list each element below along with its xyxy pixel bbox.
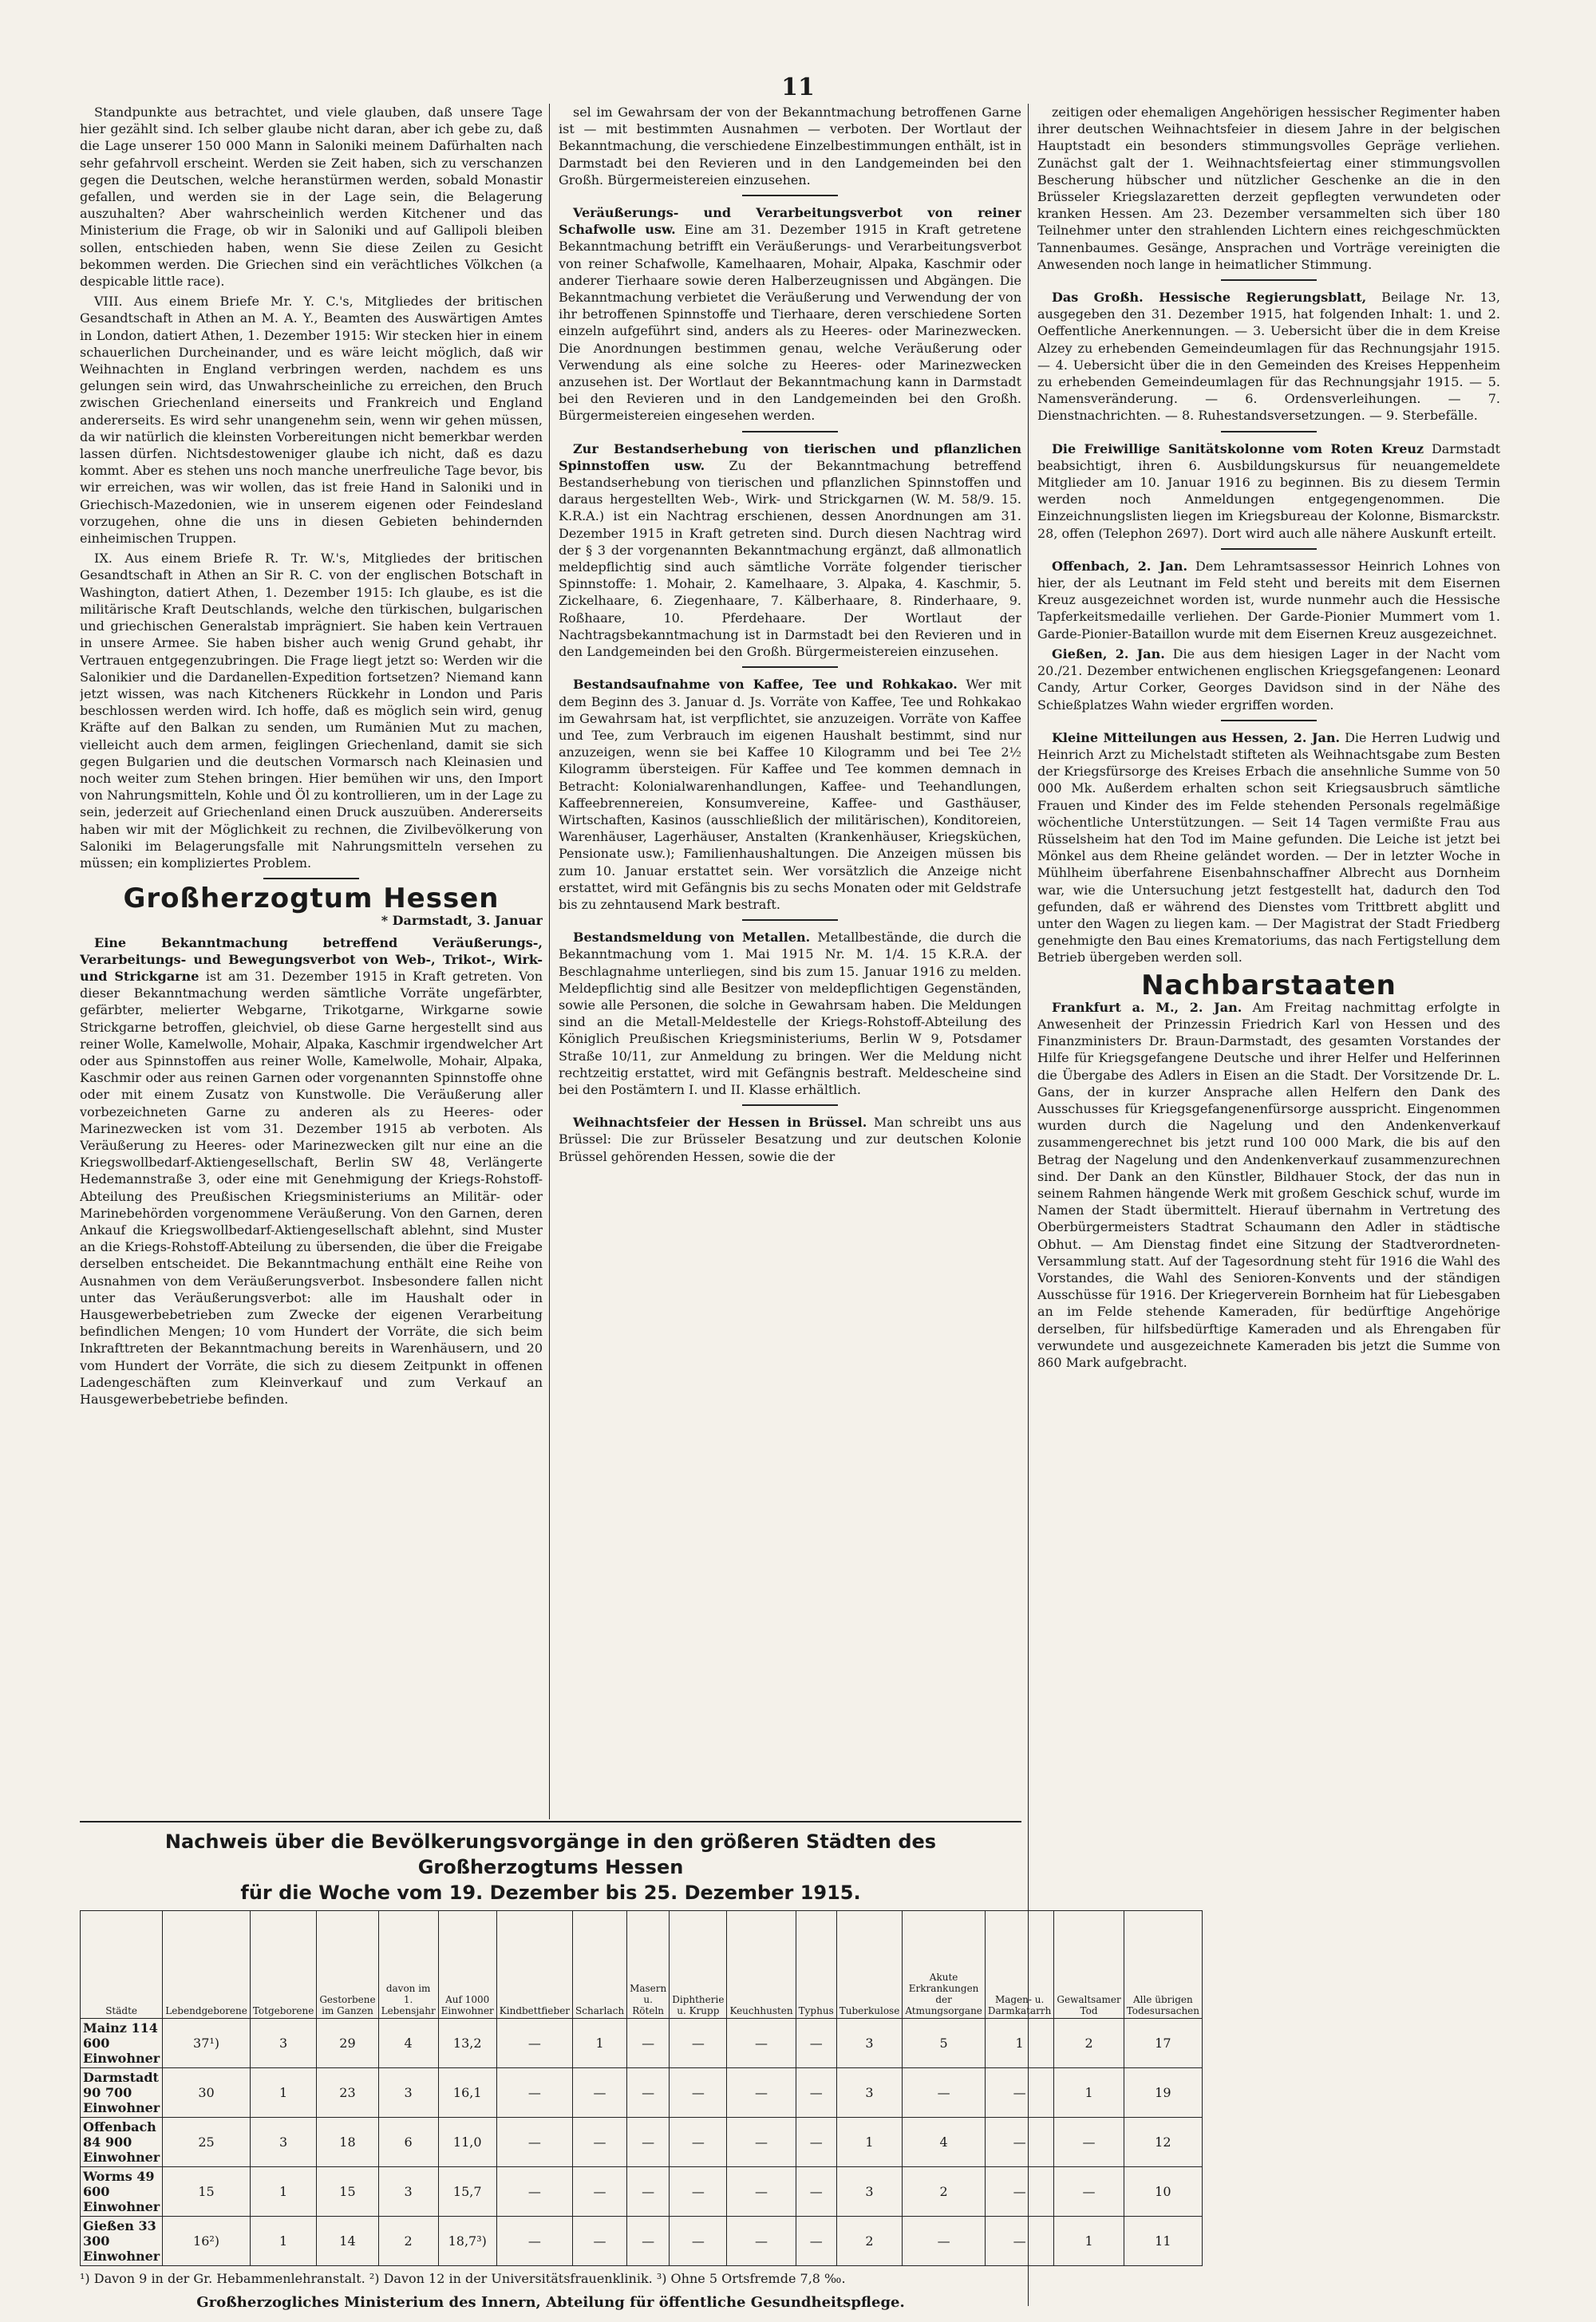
table-cell: —	[796, 2118, 836, 2167]
table-cell: —	[727, 2068, 796, 2118]
article-headline: Kleine Mitteilungen aus Hessen, 2. Jan.	[1052, 729, 1341, 745]
table-cell: 37¹)	[163, 2019, 251, 2068]
article-body: Die Herren Ludwig und Heinrich Arzt zu Michelstadt stifteten als Weihnachtsgabe zum Besten der Kriegsfürsorge des Kreises Erbach die ansehnliche Summe von 50 000 Mk. Außerdem erhalten schon seit Kriegsausbruch sämtliche Frauen und Kinder des im Felde stehenden Personals regelmäßige wöchentliche Unterstützungen. — Seit 14 Tagen vermißte Frau aus Rüsselsheim hat den Tod im Maine gefunden. Die Leiche ist jetzt bei Mönkel aus dem Rheine geländet worden. — Der in letzter Woche in Mühlheim überfahrene Eisenbahnschaffner Albrecht aus Dornheim war, wie die Untersuchung jetzt festgestellt hat, dadurch den Tod gefunden, daß er während des Dienstes vom Trittbrett abglitt und unter den Wagen zu liegen kam. — Der Magistrat der Stadt Friedberg genehmigte den Bau eines Krematoriums, das nach Fertigstellung dem Betrieb übergeben werden soll.	[1037, 729, 1500, 966]
table-cell: 3	[250, 2019, 316, 2068]
column-header: Masern u. Röteln	[627, 1911, 670, 2019]
table-cell: —	[627, 2167, 670, 2217]
table-cell: —	[573, 2167, 627, 2217]
table-cell: 23	[317, 2068, 378, 2118]
table-cell: —	[903, 2068, 986, 2118]
table-cell: —	[627, 2118, 670, 2167]
column-header: Gestorbene im Ganzen	[317, 1911, 378, 2019]
table-cell: 1	[250, 2167, 316, 2217]
article-headline: Bestandsmeldung von Metallen.	[573, 930, 811, 946]
table-cell: Gießen 33 300 Einwohner	[81, 2217, 163, 2266]
table-cell: —	[670, 2167, 727, 2217]
table-cell: —	[985, 2217, 1054, 2266]
separator	[742, 1104, 838, 1106]
column-header: Tuberkulose	[836, 1911, 903, 2019]
table-cell: 29	[317, 2019, 378, 2068]
column-header: Typhus	[796, 1911, 836, 2019]
table-cell: —	[727, 2167, 796, 2217]
table-title: Nachweis über die Bevölkerungsvorgänge in den größeren Städten des Großherzogtums Hessen	[164, 1830, 937, 1878]
table-cell: 13,2	[438, 2019, 496, 2068]
table-footnotes: ¹) Davon 9 in der Gr. Hebammenlehranstalt. ²) Davon 12 in der Universitätsfrauenklinik. ³) Ohne 5 Ortsfremde 7,8 ‰.	[80, 2271, 846, 2286]
table-subtitle: für die Woche vom 19. Dezember bis 25. Dezember 1915.	[240, 1882, 861, 1904]
article-headline: Weihnachtsfeier der Hessen in Brüssel.	[573, 1115, 867, 1131]
table-cell: —	[496, 2118, 572, 2167]
separator	[1221, 720, 1317, 721]
paragraph: sel im Gewahrsam der von der Bekanntmachung betroffenen Garne ist — mit bestimmten Ausnahmen — verboten. Der Wortlaut der Bekanntmachung, die verschiedene Einzelbestimmungen enthält, ist in Darmstadt bei den Revieren und in den Landgemeinden bei den Großh. Bürgermeistereien einzusehen.	[559, 105, 1021, 188]
article-headline: Das Großh. Hessische Regierungsblatt,	[1052, 290, 1367, 306]
column-header: Totgeborene	[250, 1911, 316, 2019]
table-cell: —	[496, 2167, 572, 2217]
table-cell: 19	[1124, 2068, 1202, 2118]
article-body: Wer mit dem Beginn des 3. Januar d. Js. Vorräte von Kaffee, Tee und Rohkakao im Gewahrsam hat, ist verpflichtet, sie anzuzeigen. Vorräte von Kaffee und Tee, zum Verbrauch im eigenen Haushalt bestimmt, sind nur anzuzeigen, wenn sie bei Kaffee 10 Kilogramm und bei Tee 2½ Kilogramm übersteigen. Für Kaffee und Tee kommen demnach in Betracht: Kolonialwarenhandlungen, Kaffee- und Teehandlungen, Kaffeebrennereien, Konsumvereine, Kaffee- und Gasthäuser, Wirtschaften, Kasinos (ausschließlich der militärischen), Konditoreien, Warenhäuser, Lagerhäuser, Anstalten (Krankenhäuser, Kriegsküchen, Pensionate usw.); Familienhaushaltungen. Die Anzeigen müssen bis zum 10. Januar erstattet sein. Wer vorsätzlich die Anzeige nicht erstattet, wird mit Gefängnis bis zu sechs Monaten oder mit Geldstrafe bis zu zehntausend Mark bestraft.	[559, 677, 1021, 912]
table-cell: 15	[163, 2167, 251, 2217]
article-headline: Veräußerungs- und Verarbeitungsverbot von reiner Schafwolle usw.	[559, 205, 1021, 238]
table-row	[81, 2068, 1203, 2118]
table-cell: —	[727, 2217, 796, 2266]
article-headline: Eine Bekanntmachung betreffend Veräußerungs-, Verarbeitungs- und Bewegungsverbot von Web-, Trikot-, Wirk- und Strickgarne	[80, 934, 543, 984]
separator	[742, 195, 838, 196]
article-headline: Offenbach, 2. Jan.	[1052, 558, 1188, 574]
paragraph: Standpunkte aus betrachtet, und viele glauben, daß unsere Tage hier gezählt sind. Ich selber glaube nicht daran, aber ich gebe zu, daß die Lage unserer 150 000 Mann in Saloniki meinem Dafürhalten nach sehr gefahrvoll erscheint. Werden sie Zeit haben, sich zu verschanzen gegen die Deutschen, welche heranstürmen werden, sobald Monastir gefallen, und werden sie in der Lage sein, die Belagerung auszuhalten? Aber wahrscheinlich werden Kitchener und das Ministerium die Frage, ob wir in Saloniki und auf Gallipoli bleiben sollen, entschieden haben, wenn Sie diese Zeilen zu Gesicht bekommen werden. Die Griechen sind ein verächtliches Völkchen (a despicable little race).	[80, 105, 543, 290]
table-cell: 2	[836, 2217, 903, 2266]
table-row	[81, 2217, 1203, 2266]
table-cell: —	[670, 2019, 727, 2068]
table-cell: —	[670, 2068, 727, 2118]
table-cell: —	[985, 2068, 1054, 2118]
page-number: 11	[781, 73, 815, 101]
section-title-hessen: Großherzogtum Hessen	[123, 883, 500, 915]
table-cell: —	[573, 2217, 627, 2266]
table-cell: Darmstadt 90 700 Einwohner	[81, 2068, 163, 2118]
separator	[742, 666, 838, 668]
table-cell: —	[573, 2068, 627, 2118]
article-headline: Zur Bestandserhebung von tierischen und pflanzlichen Spinnstoffen usw.	[559, 440, 1021, 473]
separator	[263, 878, 359, 879]
table-cell: 2	[378, 2217, 438, 2266]
table-cell: 30	[163, 2068, 251, 2118]
table-cell: 11	[1124, 2217, 1202, 2266]
column-divider	[549, 104, 550, 1819]
population-statistics	[80, 1829, 1199, 2311]
table-cell: —	[1054, 2118, 1124, 2167]
table-cell: —	[796, 2217, 836, 2266]
table-top-rule	[80, 1821, 1021, 1822]
table-cell: 5	[903, 2019, 986, 2068]
column-header: Lebendgeborene	[163, 1911, 251, 2019]
article-body: Man schreibt uns aus Brüssel: Die zur Brüsseler Besatzung und zur deutschen Kolonie Brüssel gehörenden Hessen, sowie die der	[559, 1115, 1021, 1164]
table-cell: 18,7³)	[438, 2217, 496, 2266]
table-cell: —	[627, 2019, 670, 2068]
table-cell: —	[496, 2068, 572, 2118]
column-header: Scharlach	[573, 1911, 627, 2019]
table-cell: 2	[903, 2167, 986, 2217]
table-cell: —	[985, 2167, 1054, 2217]
table-cell: —	[496, 2217, 572, 2266]
table-cell: 1	[985, 2019, 1054, 2068]
table-cell: 10	[1124, 2167, 1202, 2217]
table-row	[81, 2019, 1203, 2068]
table-cell: Worms 49 600 Einwohner	[81, 2167, 163, 2217]
table-cell: 1	[573, 2019, 627, 2068]
table-cell: 3	[836, 2019, 903, 2068]
table-cell: 1	[250, 2068, 316, 2118]
table-row	[81, 2118, 1203, 2167]
table-cell: 16²)	[163, 2217, 251, 2266]
table-cell: 15	[317, 2167, 378, 2217]
column-header: Akute Erkrankungen der Atmungsorgane	[903, 1911, 986, 2019]
paragraph: zeitigen oder ehemaligen Angehörigen hessischer Regimenter haben ihrer deutschen Weihnachtsfeier in diesem Jahre in der belgischen Hauptstadt ein besonders stimmungsvolles Gepräge verliehen. Zunächst galt der 1. Weihnachtsfeiertag einer stimmungsvollen Bescherung hübscher und nützlicher Geschenke an die in den Brüsseler Kriegslazaretten derzeit gepflegten verwundeten oder kranken Hessen. Am 23. Dezember versammelten sich über 180 Teilnehmer unter den strahlenden Lichtern eines reichgeschmückten Tannenbaumes. Gesänge, Ansprachen und Vorträge vereinigten die Anwesenden noch lange in heimatlicher Stimmung.	[1037, 105, 1500, 272]
table-cell: 25	[163, 2118, 251, 2167]
table-cell: —	[627, 2068, 670, 2118]
column-header: Magen- u. Darmkatarrh	[985, 1911, 1054, 2019]
table-cell: 3	[836, 2068, 903, 2118]
article-body: Zu der Bekanntmachung betreffend Bestandserhebung von tierischen und pflanzlichen Spinnstoffen und daraus hergestellten Web-, Wirk- und Strickgarnen (W. M. 58/9. 15. K.R.A.) ist ein Nachtrag erschienen, dessen Anordnungen am 31. Dezember 1915 in Kraft getreten sind. Durch diesen Nachtrag wird der § 3 der vorgenannten Bekanntmachung ergänzt, daß allmonatlich meldepflichtig sind auch sämtliche Vorräte folgender tierischer Spinnstoffe: 1. Mohair, 2. Kamelhaare, 3. Alpaka, 4. Kaschmir, 5. Zickelhaare, 6. Ziegenhaare, 7. Kälberhaare, 8. Rinderhaare, 9. Roßhaare, 10. Pferdehaare. Der Wortlaut der Nachtragsbekanntmachung ist in Darmstadt bei den Revieren und in den Landgemeinden bei den Großh. Bürgermeistereien einzusehen.	[559, 457, 1021, 660]
dateline: * Darmstadt, 3. Januar	[381, 913, 543, 929]
separator	[742, 431, 838, 432]
statistics-table	[80, 1910, 1203, 2266]
table-cell: 4	[903, 2118, 986, 2167]
column-header: Keuchhusten	[727, 1911, 796, 2019]
table-cell: —	[796, 2167, 836, 2217]
article-body: Metallbestände, die durch die Bekanntmachung vom 1. Mai 1915 Nr. M. 1/4. 15 K.R.A. der Beschlagnahme unterliegen, sind bis zum 15. Januar 1916 zu melden. Meldepflichtig sind alle Besitzer von meldepflichtigen Gegenständen, sowie alle Personen, die solche in Gewahrsam haben. Die Meldungen sind an die Metall-Meldestelle der Kriegs-Rohstoff-Abteilung des Königlich Preußischen Kriegsministeriums, Berlin W 9, Potsdamer Straße 10/11, zur Anmeldung zu bringen. Wer die Meldung nicht rechtzeitig erstattet, wird mit Gefängnis bestraft. Meldescheine sind bei den Postämtern I. und II. Klasse erhältlich.	[559, 930, 1021, 1097]
article-headline: Frankfurt a. M., 2. Jan.	[1052, 999, 1242, 1015]
separator	[1221, 431, 1317, 432]
column-2	[559, 104, 1021, 1819]
separator	[742, 919, 838, 921]
table-cell: —	[796, 2019, 836, 2068]
section-title-nachbarstaaten: Nachbarstaaten	[1141, 969, 1396, 1001]
table-cell: 3	[250, 2118, 316, 2167]
column-header: Diphtherie u. Krupp	[670, 1911, 727, 2019]
column-header: Auf 1000 Einwohner	[438, 1911, 496, 2019]
table-header-row	[81, 1911, 1203, 2019]
table-cell: —	[670, 2118, 727, 2167]
table-cell: 12	[1124, 2118, 1202, 2167]
paragraph: IX. Aus einem Briefe R. Tr. W.'s, Mitgliedes der britischen Gesandtschaft in Athen an Sir R. C. von der englischen Botschaft in Washington, datiert Athen, 1. Dezember 1915: Ich glaube, es ist die militärische Kraft Deutschlands, welche den türkischen, bulgarischen und griechischen Generalstab imprägniert. Sie haben kein Vertrauen in unsere Armee. Sie haben bisher auch wenig Grund gehabt, ihr Vertrauen entgegenzubringen. Die Frage liegt jetzt so: Werden wir die Salonikier und die Dardanellen-Expedition fortsetzen? Niemand kann jetzt wissen, was nach Kitcheners Rückkehr in London und Paris beschlossen werden wird. Ich hoffe, daß es möglich sein wird, genug Kräfte auf den Balkan zu senden, um Rumänien Mut zu machen, vielleicht auch dem armen, feiglingen Griechenland, damit sie sich gegen Bulgarien und die deutschen Vormarsch nach Kleinasien und noch weiter zum Stehen bringen. Hier bemühen wir uns, den Import von Nahrungsmitteln, Kohle und Öl zu kontrollieren, um in der Lage zu sein, jederzeit auf Griechenland einen Druck auszuüben. Andererseits haben wir mit der Möglichkeit zu rechnen, die Zivilbevölkerung von Saloniki im Belagerungsfalle mit Nahrungsmitteln versehen zu müssen; ein kompliziertes Problem.	[80, 551, 543, 871]
table-cell: —	[985, 2118, 1054, 2167]
article-body: Dem Lehramtsassessor Heinrich Lohnes von hier, der als Leutnant im Feld steht und bereits mit dem Eisernen Kreuz ausgezeichnet worden ist, wurde nunmehr auch die Hessische Tapferkeitsmedaille verliehen. Der Garde-Pionier Mummert vom 1. Garde-Pionier-Bataillon wurde mit dem Eisernen Kreuz ausgezeichnet.	[1037, 558, 1500, 642]
column-1	[80, 104, 543, 1819]
separator	[1221, 548, 1317, 550]
table-cell: 6	[378, 2118, 438, 2167]
column-header: davon im 1. Lebensjahr	[378, 1911, 438, 2019]
table-cell: —	[727, 2118, 796, 2167]
table-cell: 3	[378, 2167, 438, 2217]
table-cell: 1	[250, 2217, 316, 2266]
column-header: Gewaltsamer Tod	[1054, 1911, 1124, 2019]
article-headline: Gießen, 2. Jan.	[1052, 646, 1165, 661]
table-cell: —	[1054, 2167, 1124, 2217]
table-cell: 1	[1054, 2068, 1124, 2118]
article-body: Eine am 31. Dezember 1915 in Kraft getretene Bekanntmachung betrifft ein Veräußerungs- und Verarbeitungsverbot von reiner Schafwolle, Kamelhaaren, Mohair, Alpaka, Kaschmir oder anderer Tierhaare sowie deren Halberzeugnissen und Abgängen. Die Bekanntmachung verbietet die Veräußerung und Verwendung der von ihr betroffenen Spinnstoffe und Tierhaare, deren verschiedene Sorten einzeln aufgeführt sind, anders als zu Heeres- oder Marinezwecken. Die Anordnungen bestimmen genau, welche Veräußerung oder Verwendung als eine solche zu Heeres- oder Marinezwecken anzusehen ist. Der Wortlaut der Bekanntmachung kann in Darmstadt bei den Revieren und in den Landgemeinden bei den Großh. Bürgermeistereien eingesehen werden.	[559, 222, 1021, 424]
table-row	[81, 2167, 1203, 2217]
table-cell: —	[796, 2068, 836, 2118]
column-header: Kindbettfieber	[496, 1911, 572, 2019]
table-cell: 15,7	[438, 2167, 496, 2217]
article-body: Am Freitag nachmittag erfolgte in Anwesenheit der Prinzessin Friedrich Karl von Hessen und des Finanzministers Dr. Braun-Darmstadt, des gesamten Vorstandes der Hilfe für Kriegsgefangene Deutsche und ihrer Helfer und Helferinnen die Übergabe des Adlers in Eisen an die Stadt. Der Vorsitzende Dr. L. Gans, der in kurzer Ansprache allen Helfern den Dank des Ausschusses für Kriegsgefangenenfürsorge ausspricht. Eingenommen wurden durch die Nagelung und den Andenkenverkauf zusammengerechnet bis jetzt rund 100 000 Mark, die bis auf den Betrag der Nagelung und den Andenkenverkauf zusammenzurechnen sind. Der Dank an den Künstler, Bildhauer Stock, der das nun in seinem Rahmen hängende Werk mit großem Geschick schuf, wurde im Namen der Stadt übermittelt. Hierauf übernahm in Vertretung des Oberbürgermeisters Stadtrat Schaumann den Adler in städtische Obhut. — Am Dienstag findet eine Sitzung der Stadtverordneten-Versammlung statt. Auf der Tagesordnung steht für 1916 die Wahl des Vorstandes, die Wahl des Senioren-Konvents und der ständigen Ausschüsse für 1916. Der Kriegerverein Bornheim hat für Liebesgaben an im Felde stehende Kameraden, für bedürftige Angehörige derselben, für hilfsbedürftige Kameraden und als Ehrengaben für verwundete und ausgezeichnete Kameraden bis jetzt die Summe von 860 Mark aufgebracht.	[1037, 999, 1500, 1371]
table-cell: 16,1	[438, 2068, 496, 2118]
table-cell: —	[670, 2217, 727, 2266]
article-body: Die aus dem hiesigen Lager in der Nacht vom 20./21. Dezember entwichenen englischen Kriegsgefangenen: Leonard Candy, Artur Corker, Georges Davidson sind in der Nähe des Schießplatzes Wahn wieder ergriffen worden.	[1037, 646, 1500, 713]
table-cell: —	[727, 2019, 796, 2068]
table-cell: 1	[836, 2118, 903, 2167]
table-cell: 4	[378, 2019, 438, 2068]
table-cell: 3	[378, 2068, 438, 2118]
separator	[1221, 279, 1317, 281]
table-cell: Offenbach 84 900 Einwohner	[81, 2118, 163, 2167]
table-cell: 3	[836, 2167, 903, 2217]
paragraph: VIII. Aus einem Briefe Mr. Y. C.'s, Mitgliedes der britischen Gesandtschaft in Athen an M. A. Y., Beamten des Auswärtigen Amtes in London, datiert Athen, 1. Dezember 1915: Wir stecken hier in einem schauerlichen Durcheinander, und es wäre leicht möglich, daß wir Weihnachten in England verbringen werden, nachdem es uns gelungen sein wird, das Unwahrscheinliche zu erreichen, den Bruch zwischen Griechenland einerseits und Frankreich und England andererseits. Es wird sehr unangenehm sein, wenn wir gehen müssen, da wir natürlich die kleinsten Vorbereitungen nicht bemerkbar werden lassen dürfen. Nichtsdestoweniger glaube ich nicht, daß es dazu kommt. Aber es stehen uns noch manche unerfreuliche Tage bevor, bis wir erreichen, was wir wollen, das ist freie Hand in Saloniki und in Griechisch-Mazedonien, wie in unserem eigenen oder Feindesland vorzugehen, ohne die uns in diesen Gebieten behindernden einheimischen Truppen.	[80, 294, 543, 547]
table-cell: —	[496, 2019, 572, 2068]
table-source: Großherzogliches Ministerium des Innern, Abteilung für öffentliche Gesundheitspflege.	[196, 2294, 905, 2311]
table-cell: —	[903, 2217, 986, 2266]
column-header: Alle übrigen Todesursachen	[1124, 1911, 1202, 2019]
table-cell: Mainz 114 600 Einwohner	[81, 2019, 163, 2068]
article-headline: Die Freiwillige Sanitätskolonne vom Roten Kreuz	[1052, 440, 1424, 456]
table-cell: 1	[1054, 2217, 1124, 2266]
article-body: ist am 31. Dezember 1915 in Kraft getreten. Von dieser Bekanntmachung werden sämtliche Vorräte ungefärbter, gefärbter, melierter Webgarne, Trikotgarne, Wirkgarne sowie Strickgarne betroffen, gleichviel, ob diese Garne hergestellt sind aus reiner Wolle, Kamelwolle, Mohair, Alpaka, Kaschmir irgendwelcher Art oder aus Spinnstoffen aus reiner Wolle, Kamelwolle, Mohair, Alpaka, Kaschmir oder aus reinen Garnen oder vorgenannten Spinnstoffe ohne oder mit einem Zusatz von Kunstwolle. Die Veräußerung aller vorbezeichneten Garne zu anderen als zu Heeres- oder Marinezwecken ist vom 31. Dezember 1915 ab verboten. Als Veräußerung zu Heeres- oder Marinezwecken gilt nur eine an die Kriegswollbedarf-Aktiengesellschaft, Berlin SW 48, Verlängerte Hedemannstraße 3, oder eine mit Genehmigung der Kriegs-Rohstoff-Abteilung des Preußischen Kriegsministeriums an Militär- oder Marinebehörden vorgenommene Veräußerung. Von den Garnen, deren Ankauf die Kriegswollbedarf-Aktiengesellschaft ablehnt, sind Muster an die Kriegs-Rohstoff-Abteilung zu übersenden, die über die Freigabe derselben entscheidet. Die Bekanntmachung enthält eine Reihe von Ausnahmen von dem Veräußerungsverbot. Insbesondere fallen nicht unter das Veräußerungsverbot: alle im Haushalt oder in Hausgewerbebetrieben zum Zwecke der eigenen Verarbeitung befindlichen Mengen; 10 vom Hundert der Vorräte, die sich beim Inkrafttreten der Bekanntmachung bereits in Warenhäusern, und 20 vom Hundert der Vorräte, die sich zu diesem Zeitpunkt in offenen Ladengeschäften zum Kleinverkauf und zum Verkauf an Hausgewerbebetriebe befinden.	[80, 968, 543, 1408]
article-body: Darmstadt beabsichtigt, ihren 6. Ausbildungskursus für neuangemeldete Mitglieder am 10. Januar 1916 zu beginnen. Bis zu diesem Termin werden noch Anmeldungen entgegengenommen. Die Einzeichnungslisten liegen im Kriegsbureau der Kolonne, Bismarckstr. 28, offen (Telephon 2697). Dort wird auch alle nähere Auskunft erteilt.	[1037, 440, 1500, 541]
table-cell: —	[573, 2118, 627, 2167]
table-cell: 2	[1054, 2019, 1124, 2068]
article-body: Beilage Nr. 13, ausgegeben den 31. Dezember 1915, hat folgenden Inhalt: 1. und 2. Oeffentliche Anerkennungen. — 3. Uebersicht über die in dem Kreise Alzey zu erhebenden Gemeindeumlagen für das Rechnungsjahr 1915. — 4. Uebersicht über die in den Gemeinden des Kreises Heppenheim zu erhebenden Gemeindeumlagen für das Rechnungsjahr 1915. — 5. Namensveränderung. — 6. Ordensverleihungen. — 7. Dienstnachrichten. — 8. Ruhestandsversetzungen. — 9. Sterbefälle.	[1037, 290, 1500, 424]
column-header: Städte	[81, 1911, 163, 2019]
table-cell: —	[627, 2217, 670, 2266]
table-cell: 17	[1124, 2019, 1202, 2068]
table-cell: 18	[317, 2118, 378, 2167]
table-cell: 14	[317, 2217, 378, 2266]
table-cell: 11,0	[438, 2118, 496, 2167]
article-headline: Bestandsaufnahme von Kaffee, Tee und Rohkakao.	[573, 677, 958, 693]
